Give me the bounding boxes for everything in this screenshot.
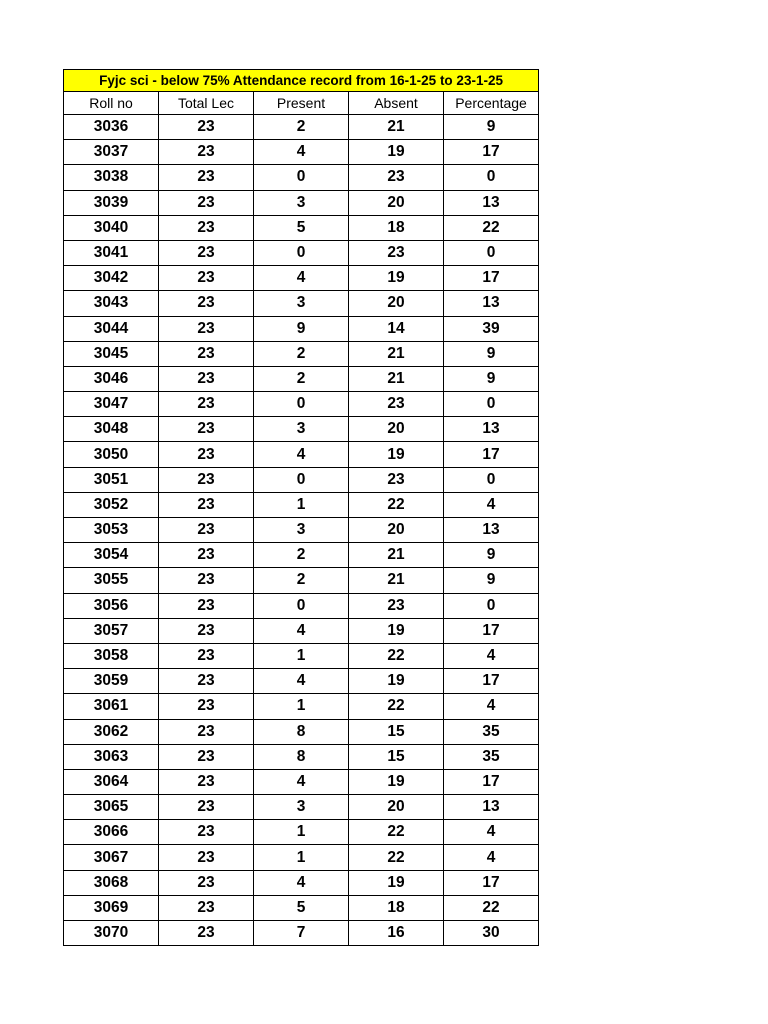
roll-no-cell: 3056: [64, 593, 159, 618]
absent-cell: 20: [349, 417, 444, 442]
present-cell: 1: [254, 694, 349, 719]
table-title: Fyjc sci - below 75% Attendance record from 16-1-25 to 23-1-25: [64, 70, 539, 92]
absent-cell: 14: [349, 316, 444, 341]
table-row: [64, 266, 539, 291]
absent-cell: 15: [349, 744, 444, 769]
present-cell: 3: [254, 291, 349, 316]
absent-cell: 21: [349, 341, 444, 366]
roll-no-cell: 3040: [64, 215, 159, 240]
total-lec-cell: 23: [159, 769, 254, 794]
table-row: [64, 921, 539, 946]
percentage-cell: 9: [444, 568, 539, 593]
percentage-cell: 22: [444, 895, 539, 920]
present-cell: 0: [254, 392, 349, 417]
roll-no-cell: 3068: [64, 870, 159, 895]
percentage-cell: 4: [444, 820, 539, 845]
percentage-cell: 35: [444, 719, 539, 744]
present-cell: 4: [254, 442, 349, 467]
total-lec-cell: 23: [159, 669, 254, 694]
table-row: [64, 518, 539, 543]
table-row: [64, 165, 539, 190]
table-row: [64, 669, 539, 694]
total-lec-cell: 23: [159, 895, 254, 920]
present-cell: 4: [254, 870, 349, 895]
absent-cell: 20: [349, 795, 444, 820]
table-row: [64, 593, 539, 618]
absent-cell: 23: [349, 593, 444, 618]
absent-cell: 22: [349, 643, 444, 668]
percentage-cell: 30: [444, 921, 539, 946]
table-row: [64, 366, 539, 391]
percentage-cell: 4: [444, 845, 539, 870]
absent-cell: 19: [349, 140, 444, 165]
absent-cell: 20: [349, 291, 444, 316]
percentage-cell: 22: [444, 215, 539, 240]
present-cell: 4: [254, 769, 349, 794]
present-cell: 0: [254, 593, 349, 618]
total-lec-cell: 23: [159, 921, 254, 946]
roll-no-cell: 3051: [64, 467, 159, 492]
absent-cell: 20: [349, 190, 444, 215]
present-cell: 0: [254, 240, 349, 265]
absent-cell: 21: [349, 543, 444, 568]
total-lec-cell: 23: [159, 845, 254, 870]
percentage-cell: 0: [444, 392, 539, 417]
percentage-cell: 13: [444, 417, 539, 442]
absent-cell: 16: [349, 921, 444, 946]
header-row: [64, 92, 539, 115]
absent-cell: 21: [349, 115, 444, 140]
percentage-cell: 9: [444, 115, 539, 140]
absent-cell: 18: [349, 895, 444, 920]
roll-no-cell: 3064: [64, 769, 159, 794]
total-lec-cell: 23: [159, 795, 254, 820]
roll-no-cell: 3061: [64, 694, 159, 719]
present-cell: 8: [254, 744, 349, 769]
absent-cell: 21: [349, 568, 444, 593]
present-cell: 2: [254, 341, 349, 366]
total-lec-cell: 23: [159, 643, 254, 668]
roll-no-cell: 3054: [64, 543, 159, 568]
roll-no-cell: 3050: [64, 442, 159, 467]
table-row: [64, 115, 539, 140]
percentage-cell: 13: [444, 795, 539, 820]
table-row: [64, 719, 539, 744]
percentage-cell: 0: [444, 165, 539, 190]
percentage-cell: 4: [444, 492, 539, 517]
absent-cell: 22: [349, 820, 444, 845]
percentage-cell: 17: [444, 266, 539, 291]
percentage-cell: 17: [444, 442, 539, 467]
table-row: [64, 795, 539, 820]
total-lec-cell: 23: [159, 341, 254, 366]
table-row: [64, 895, 539, 920]
absent-cell: 21: [349, 366, 444, 391]
total-lec-cell: 23: [159, 568, 254, 593]
table-row: [64, 568, 539, 593]
table-row: [64, 744, 539, 769]
table-row: [64, 392, 539, 417]
roll-no-cell: 3053: [64, 518, 159, 543]
roll-no-cell: 3059: [64, 669, 159, 694]
present-cell: 9: [254, 316, 349, 341]
roll-no-cell: 3037: [64, 140, 159, 165]
absent-cell: 22: [349, 694, 444, 719]
absent-cell: 22: [349, 492, 444, 517]
percentage-cell: 9: [444, 366, 539, 391]
percentage-cell: 17: [444, 769, 539, 794]
roll-no-cell: 3057: [64, 618, 159, 643]
roll-no-cell: 3058: [64, 643, 159, 668]
present-cell: 0: [254, 467, 349, 492]
present-cell: 3: [254, 518, 349, 543]
roll-no-cell: 3066: [64, 820, 159, 845]
absent-cell: 22: [349, 845, 444, 870]
percentage-cell: 35: [444, 744, 539, 769]
absent-cell: 19: [349, 618, 444, 643]
roll-no-cell: 3036: [64, 115, 159, 140]
absent-cell: 19: [349, 266, 444, 291]
present-cell: 4: [254, 669, 349, 694]
table-row: [64, 140, 539, 165]
present-cell: 2: [254, 568, 349, 593]
percentage-cell: 13: [444, 190, 539, 215]
absent-cell: 23: [349, 240, 444, 265]
roll-no-cell: 3065: [64, 795, 159, 820]
roll-no-cell: 3067: [64, 845, 159, 870]
percentage-cell: 13: [444, 291, 539, 316]
present-cell: 4: [254, 266, 349, 291]
present-cell: 5: [254, 215, 349, 240]
total-lec-cell: 23: [159, 140, 254, 165]
table-row: [64, 618, 539, 643]
table-row: [64, 870, 539, 895]
total-lec-cell: 23: [159, 190, 254, 215]
roll-no-cell: 3055: [64, 568, 159, 593]
percentage-cell: 39: [444, 316, 539, 341]
total-lec-cell: 23: [159, 366, 254, 391]
title-row: [64, 70, 539, 92]
total-lec-cell: 23: [159, 618, 254, 643]
present-cell: 1: [254, 820, 349, 845]
absent-cell: 19: [349, 442, 444, 467]
table-row: [64, 492, 539, 517]
percentage-cell: 4: [444, 694, 539, 719]
table-row: [64, 341, 539, 366]
present-cell: 2: [254, 543, 349, 568]
column-header-absent: Absent: [349, 92, 444, 115]
roll-no-cell: 3047: [64, 392, 159, 417]
total-lec-cell: 23: [159, 719, 254, 744]
table-row: [64, 845, 539, 870]
column-header-percentage: Percentage: [444, 92, 539, 115]
table-row: [64, 543, 539, 568]
table-row: [64, 291, 539, 316]
percentage-cell: 0: [444, 467, 539, 492]
total-lec-cell: 23: [159, 744, 254, 769]
present-cell: 7: [254, 921, 349, 946]
total-lec-cell: 23: [159, 870, 254, 895]
table-row: [64, 417, 539, 442]
table-row: [64, 467, 539, 492]
percentage-cell: 9: [444, 341, 539, 366]
percentage-cell: 17: [444, 870, 539, 895]
roll-no-cell: 3039: [64, 190, 159, 215]
absent-cell: 23: [349, 165, 444, 190]
absent-cell: 23: [349, 467, 444, 492]
total-lec-cell: 23: [159, 518, 254, 543]
total-lec-cell: 23: [159, 266, 254, 291]
attendance-table: [63, 69, 539, 946]
percentage-cell: 13: [444, 518, 539, 543]
column-header-total-lec: Total Lec: [159, 92, 254, 115]
total-lec-cell: 23: [159, 215, 254, 240]
absent-cell: 15: [349, 719, 444, 744]
absent-cell: 19: [349, 870, 444, 895]
absent-cell: 19: [349, 769, 444, 794]
column-header-roll-no: Roll no: [64, 92, 159, 115]
present-cell: 4: [254, 618, 349, 643]
absent-cell: 23: [349, 392, 444, 417]
total-lec-cell: 23: [159, 392, 254, 417]
present-cell: 1: [254, 643, 349, 668]
column-header-present: Present: [254, 92, 349, 115]
roll-no-cell: 3070: [64, 921, 159, 946]
present-cell: 2: [254, 115, 349, 140]
total-lec-cell: 23: [159, 115, 254, 140]
roll-no-cell: 3046: [64, 366, 159, 391]
attendance-sheet: [63, 69, 539, 946]
roll-no-cell: 3063: [64, 744, 159, 769]
total-lec-cell: 23: [159, 593, 254, 618]
percentage-cell: 0: [444, 593, 539, 618]
percentage-cell: 17: [444, 140, 539, 165]
total-lec-cell: 23: [159, 543, 254, 568]
total-lec-cell: 23: [159, 694, 254, 719]
percentage-cell: 9: [444, 543, 539, 568]
roll-no-cell: 3045: [64, 341, 159, 366]
roll-no-cell: 3062: [64, 719, 159, 744]
table-row: [64, 190, 539, 215]
percentage-cell: 0: [444, 240, 539, 265]
table-row: [64, 694, 539, 719]
present-cell: 8: [254, 719, 349, 744]
present-cell: 0: [254, 165, 349, 190]
present-cell: 4: [254, 140, 349, 165]
total-lec-cell: 23: [159, 492, 254, 517]
roll-no-cell: 3044: [64, 316, 159, 341]
roll-no-cell: 3069: [64, 895, 159, 920]
total-lec-cell: 23: [159, 820, 254, 845]
total-lec-cell: 23: [159, 240, 254, 265]
table-row: [64, 820, 539, 845]
percentage-cell: 17: [444, 618, 539, 643]
present-cell: 3: [254, 417, 349, 442]
present-cell: 3: [254, 190, 349, 215]
present-cell: 5: [254, 895, 349, 920]
absent-cell: 19: [349, 669, 444, 694]
present-cell: 1: [254, 492, 349, 517]
absent-cell: 20: [349, 518, 444, 543]
table-row: [64, 240, 539, 265]
present-cell: 1: [254, 845, 349, 870]
total-lec-cell: 23: [159, 442, 254, 467]
total-lec-cell: 23: [159, 316, 254, 341]
total-lec-cell: 23: [159, 291, 254, 316]
table-body: [64, 115, 539, 946]
percentage-cell: 4: [444, 643, 539, 668]
roll-no-cell: 3042: [64, 266, 159, 291]
roll-no-cell: 3043: [64, 291, 159, 316]
present-cell: 2: [254, 366, 349, 391]
total-lec-cell: 23: [159, 467, 254, 492]
percentage-cell: 17: [444, 669, 539, 694]
table-row: [64, 643, 539, 668]
absent-cell: 18: [349, 215, 444, 240]
total-lec-cell: 23: [159, 165, 254, 190]
total-lec-cell: 23: [159, 417, 254, 442]
roll-no-cell: 3041: [64, 240, 159, 265]
roll-no-cell: 3048: [64, 417, 159, 442]
present-cell: 3: [254, 795, 349, 820]
table-row: [64, 215, 539, 240]
roll-no-cell: 3038: [64, 165, 159, 190]
table-row: [64, 769, 539, 794]
roll-no-cell: 3052: [64, 492, 159, 517]
table-row: [64, 442, 539, 467]
table-row: [64, 316, 539, 341]
